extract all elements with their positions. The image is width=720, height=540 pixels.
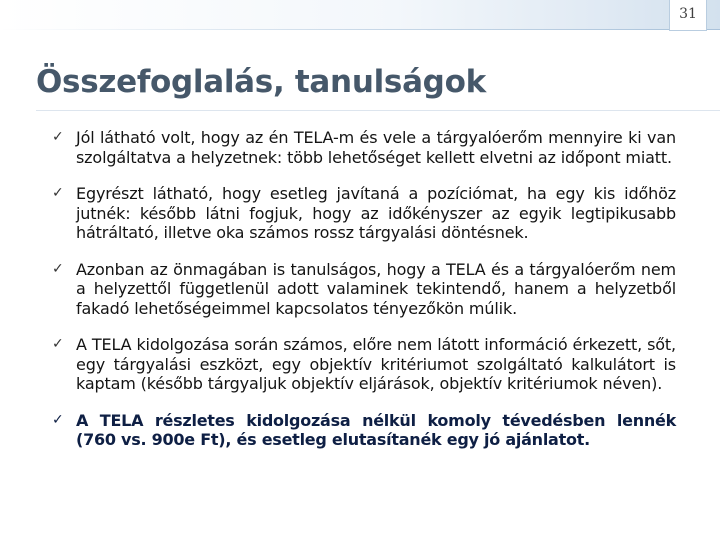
bullet-item [52, 335, 676, 394]
bullet-item [52, 128, 676, 167]
check-mark-icon: ✓ [52, 260, 64, 277]
bullet-text: A TELA kidolgozása során számos, előre nem látott információ érkezett, sőt, egy tárgyalási eszközt, egy objektív kritériumot szolgáltató kalkulátort is kaptam (később tárgyaljuk objektív eljárások, objektív kritériumok néven). [76, 335, 676, 393]
bullet-text: A TELA részletes kidolgozása nélkül komoly tévedésben lennék (760 vs. 900e Ft), és esetleg elutasítanék egy jó ajánlatot. [76, 410, 676, 449]
bullet-text: Egyrészt látható, hogy esetleg javítaná a pozíciómat, ha egy kis időhöz jutnék: később látni fogjuk, hogy az időkényszer az egyik legtipikusabb hátráltató, illetve oka számos rossz tárgyalási döntésnek. [76, 184, 676, 242]
bullet-list [52, 128, 676, 467]
bullet-text: Jól látható volt, hogy az én TELA-m és vele a tárgyalóerőm mennyire ki van szolgáltatva a helyzetnek: több lehetőséget kellett elvetni az időpont miatt. [76, 128, 676, 167]
bullet-item [52, 260, 676, 319]
check-mark-icon: ✓ [52, 336, 64, 352]
check-mark-icon: ✓ [52, 185, 64, 201]
page-number: 31 [679, 6, 697, 22]
header-divider [0, 29, 720, 30]
bullet-text: Azonban az önmagában is tanulságos, hogy a TELA és a tárgyalóerőm nem a helyzettől függetlenül adott valaminek tekintendő, hanem a helyzetből fakadó lehetőségeimmel kapcsolatos tényezőkön múlik. [76, 259, 676, 318]
title-divider [36, 110, 720, 111]
check-mark-icon: ✓ [52, 411, 64, 428]
check-mark-icon: ✓ [52, 129, 64, 145]
slide-title: Összefoglalás, tanulságok [36, 64, 486, 100]
header-bar [0, 0, 720, 30]
bullet-item [52, 184, 676, 243]
page-number-box [669, 0, 707, 31]
bullet-item-highlight [52, 411, 676, 450]
